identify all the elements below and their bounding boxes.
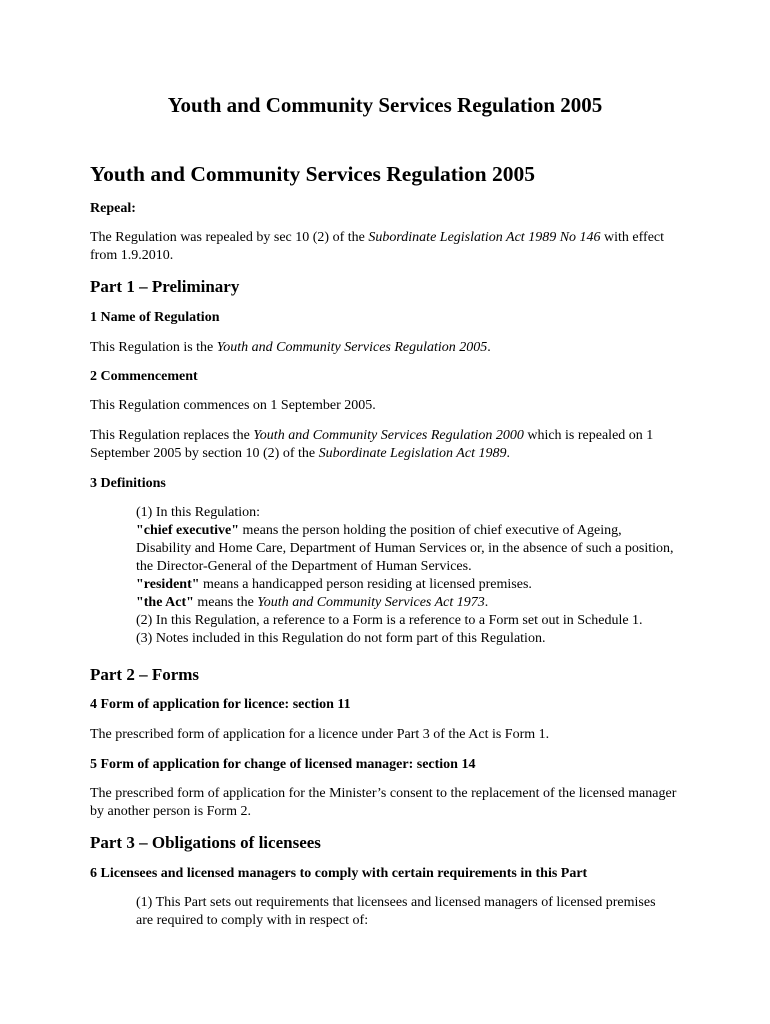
document-title: Youth and Community Services Regulation 2005 <box>167 93 603 117</box>
section2-para2 <box>90 427 680 463</box>
definition-term: "chief executive" <box>136 523 240 538</box>
repeal-label: Repeal: <box>90 201 136 216</box>
definitions-intro: (1) In this Regulation: <box>136 505 261 520</box>
part2-heading: Part 2 – Forms <box>90 665 200 684</box>
section2-para2-after: . <box>506 446 510 461</box>
main-heading: Youth and Community Services Regulation 2005 <box>90 162 535 186</box>
section5-heading: 5 Form of application for change of licensed manager: section 14 <box>90 757 476 772</box>
section1-heading: 1 Name of Regulation <box>90 310 220 325</box>
section1-text <box>90 339 680 357</box>
section6-heading: 6 Licensees and licensed managers to comply with certain requirements in this Part <box>90 866 588 881</box>
section1-text-before: This Regulation is the <box>90 340 217 355</box>
repeal-text-before: The Regulation was repealed by sec 10 (2) of the <box>90 230 369 245</box>
definition-term: "resident" <box>136 577 200 592</box>
definition-text: means a handicapped person residing at licensed premises. <box>199 577 532 592</box>
section1-italic: Youth and Community Services Regulation 2005 <box>216 340 488 355</box>
definition-text-after: . <box>484 595 489 610</box>
definition-text: means the person holding the position of chief executive of Ageing, Disability and Home Care, Department of Human Services or, in the absence of such a position, the Director-General of the Department of Human Services. <box>136 523 674 574</box>
section2-para1: This Regulation commences on 1 September 2005. <box>90 398 376 413</box>
section2-para2-middle: which is repealed on 1 September 2005 by section 10 (2) of the <box>90 428 654 461</box>
section3-heading: 3 Definitions <box>90 476 166 491</box>
definition-the-act <box>136 594 676 612</box>
definitions-block <box>136 504 676 648</box>
section2-para2-before: This Regulation replaces the <box>90 428 254 443</box>
section4-text: The prescribed form of application for a licence under Part 3 of the Act is Form 1. <box>90 727 550 742</box>
definition-text: means the <box>193 595 258 610</box>
section1-text-after: . <box>487 340 491 355</box>
repeal-text <box>90 229 680 265</box>
section2-para2-italic1: Youth and Community Services Regulation 2000 <box>253 428 524 443</box>
repeal-act-italic: Subordinate Legislation Act 1989 No 146 <box>368 230 601 245</box>
section5-text: The prescribed form of application for the Minister’s consent to the replacement of the licensed manager by another person is Form 2. <box>90 786 677 819</box>
part3-heading: Part 3 – Obligations of licensees <box>90 833 321 852</box>
definition-term: "the Act" <box>136 595 194 610</box>
definition-resident <box>136 576 676 594</box>
part1-heading: Part 1 – Preliminary <box>90 277 240 296</box>
section4-heading: 4 Form of application for licence: section 11 <box>90 697 351 712</box>
section2-heading: 2 Commencement <box>90 369 198 384</box>
section2-para2-italic2: Subordinate Legislation Act 1989 <box>318 446 507 461</box>
section6-text: (1) This Part sets out requirements that licensees and licensed managers of licensed premises are required to comply with in respect of: <box>136 895 656 928</box>
definitions-sub3: (3) Notes included in this Regulation do not form part of this Regulation. <box>136 631 546 646</box>
repeal-text-after: with effect from 1.9.2010. <box>90 230 665 263</box>
definition-chief-executive <box>136 522 676 576</box>
definition-act-italic: Youth and Community Services Act 1973 <box>257 595 485 610</box>
definitions-sub2: (2) In this Regulation, a reference to a Form is a reference to a Form set out in Schedule 1. <box>136 613 643 628</box>
